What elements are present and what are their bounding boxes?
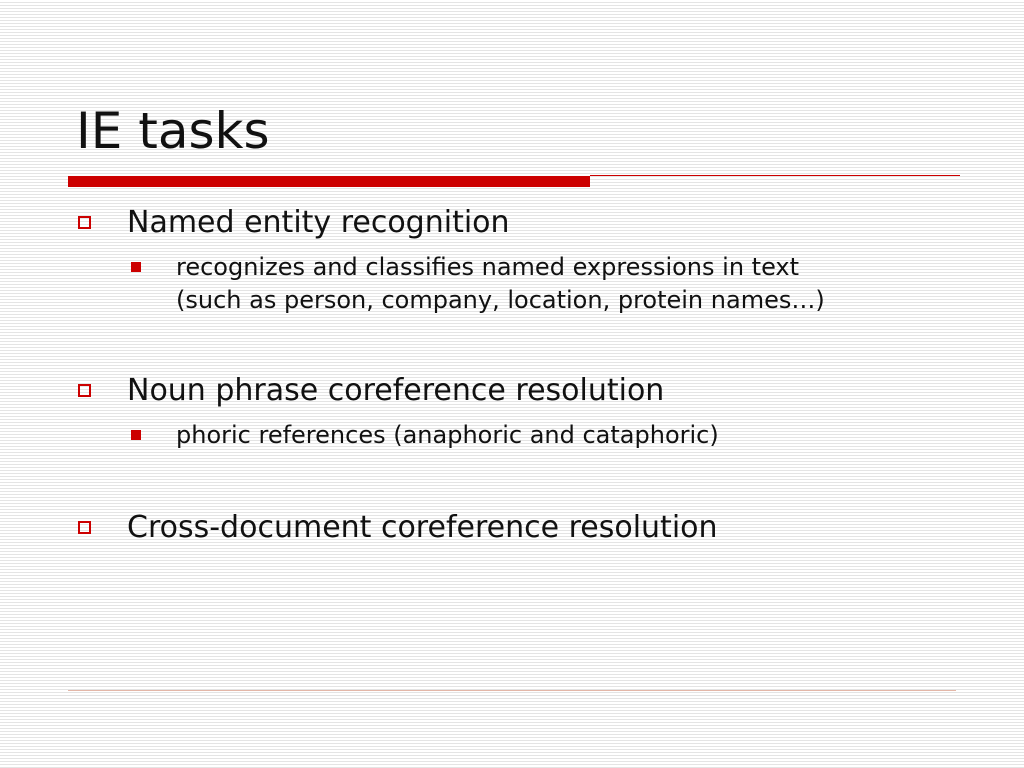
sub-bullet-ner-description [127,251,976,317]
solid-square-bullet-icon [131,430,141,440]
bullet-noun-phrase-coreference [76,372,976,410]
bullet-text: Cross-document coreference resolution [127,510,718,545]
bullet-cross-document-coreference [76,509,976,547]
slide-body [76,204,976,547]
solid-square-bullet-icon [131,262,141,272]
bullet-named-entity-recognition [76,204,976,242]
footer-divider [68,690,956,691]
sub-bullet-phoric-references [127,419,976,452]
title-underline-thick [68,176,590,187]
bullet-text: Named entity recognition [127,205,510,240]
hollow-square-bullet-icon [78,384,91,397]
slide-title: IE tasks [76,102,270,160]
sub-bullet-text-line1: recognizes and classifies named expressions in text [176,253,800,281]
title-underline-thin [590,175,960,176]
hollow-square-bullet-icon [78,521,91,534]
hollow-square-bullet-icon [78,216,91,229]
bullet-text: Noun phrase coreference resolution [127,373,665,408]
sub-bullet-text-line2: (such as person, company, location, protein names…) [176,286,825,314]
sub-bullet-text-line1: phoric references (anaphoric and cataphoric) [176,421,719,449]
